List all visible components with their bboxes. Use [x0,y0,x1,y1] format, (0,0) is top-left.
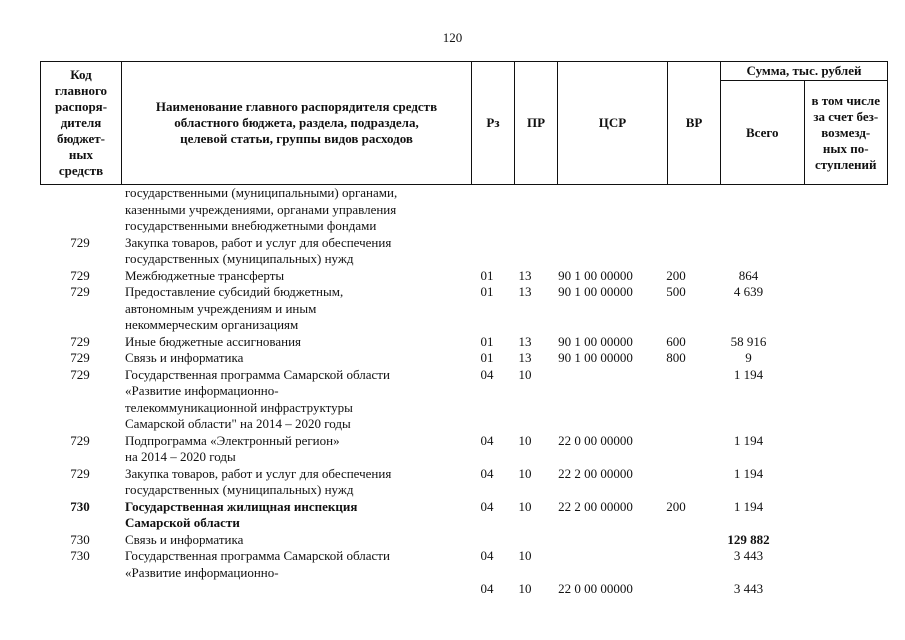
cell-name [125,433,460,466]
cell-name-line: Предоставление субсидий бюджетным, [125,284,344,299]
cell-name-line: Государственная программа Самарской области [125,548,390,563]
cell-code: 730 [70,498,90,514]
cell-pr: 10 [518,465,532,481]
cell-csr: 90 1 00 00000 [558,350,633,365]
header-sum-free: в том числе за счет без- возмезд- ных по- ступлений [804,81,888,185]
cell-rz: 01 [480,333,494,349]
cell-rz: 04 [480,548,494,563]
cell-name-line: Иные бюджетные ассигнования [125,333,302,349]
cell-code: 729 [70,366,90,382]
cell-name-line: телекоммуникационной инфраструктуры [125,399,353,415]
cell-sum: 1 194 [733,366,764,382]
cell-name-line: некоммерческим организациям [125,317,299,332]
cell-rz: 04 [480,498,494,514]
cell-vr: 800 [666,350,686,365]
cell-pr: 10 [518,581,532,596]
cell-name-line: автономным учреждениям и иным [125,300,317,316]
cell-csr: 90 1 00 00000 [558,333,633,349]
cell-name [125,284,460,334]
cell-pr: 13 [518,333,532,349]
header-name: Наименование главного распорядителя средств областного бюджета, раздела, подраздела, целевой статьи, группы видов расходов [122,62,472,185]
table-row [40,185,888,235]
cell-sum: 1 194 [733,465,764,481]
cell-code: 730 [70,548,90,563]
cell-pr: 13 [518,350,532,365]
cell-name-line: Закупка товаров, работ и услуг для обеспечения [125,465,392,481]
cell-sum: 864 [738,267,759,283]
cell-sum: 1 194 [733,498,764,514]
cell-csr: 90 1 00 00000 [558,267,633,283]
cell-vr: 600 [666,333,686,349]
header-code: Код главного распоря- дителя бюджет- ных средств [41,62,122,185]
table-body [40,185,888,596]
table-row [40,548,888,596]
cell-name-line: Закупка товаров, работ и услуг для обеспечения [125,234,392,250]
cell-code: 729 [70,350,90,365]
cell-code: 729 [70,284,90,299]
cell-code: 729 [70,432,90,448]
cell-sum: 3 443 [733,548,764,563]
cell-name [125,548,460,581]
cell-pr: 10 [518,498,532,514]
cell-rz: 01 [480,284,494,299]
cell-code: 729 [70,465,90,481]
cell-code: 729 [70,267,90,283]
cell-name [125,334,460,351]
cell-rz: 01 [480,267,494,283]
cell-pr: 10 [518,366,532,382]
cell-code: 729 [70,234,90,250]
cell-name-line: Связь и информатика [125,350,244,365]
cell-name-line: Подпрограмма «Электронный регион» [125,432,340,448]
header-vr: ВР [668,62,721,185]
header-pr: ПР [515,62,558,185]
cell-name-line: «Развитие информационно- [125,383,279,398]
cell-name-line: «Развитие информационно- [125,564,279,580]
cell-name [125,532,460,549]
cell-name [125,185,460,235]
cell-code: 730 [70,531,90,547]
page-number: 120 [442,30,463,45]
header-sum-title: Сумма, тыс. рублей [721,62,888,81]
cell-vr: 200 [666,498,686,514]
cell-name [125,367,460,433]
cell-name-line: Самарской области" на 2014 – 2020 годы [125,416,351,431]
cell-name [125,350,460,367]
cell-rz: 04 [480,366,494,382]
header-sum-all: Всего [721,81,805,185]
cell-name-line: государственных (муниципальных) нужд [125,482,354,497]
cell-name-line: казенными учреждениями, органами управления [125,201,397,217]
cell-rz: 04 [480,465,494,481]
cell-sum: 129 882 [727,531,770,547]
cell-name [125,466,460,499]
cell-vr: 500 [666,284,686,299]
cell-vr: 200 [666,267,686,283]
cell-code: 729 [70,333,90,349]
cell-sum: 3 443 [733,581,764,596]
header-csr: ЦСР [558,62,668,185]
cell-name [125,499,460,532]
cell-name-line: Самарской области [125,515,240,530]
cell-csr: 90 1 00 00000 [558,284,633,299]
cell-sum: 4 639 [733,284,764,299]
cell-name-line: государственных (муниципальных) нужд [125,251,354,266]
cell-sum: 58 916 [730,333,767,349]
cell-name [125,235,460,268]
header-rz: Рз [472,62,515,185]
cell-pr: 10 [518,548,532,563]
cell-sum: 9 [745,350,752,365]
cell-csr: 22 0 00 00000 [558,432,633,448]
cell-name-line: Связь и информатика [125,531,244,547]
cell-csr: 22 2 00 00000 [558,465,633,481]
cell-csr: 22 2 00 00000 [558,498,633,514]
cell-name-line: государственными (муниципальными) органами, [125,185,398,200]
cell-name-line: на 2014 – 2020 годы [125,449,236,464]
cell-pr: 13 [518,267,532,283]
cell-name-line: Государственная жилищная инспекция [125,498,358,514]
cell-sum: 1 194 [733,432,764,448]
cell-csr: 22 0 00 00000 [558,581,633,596]
cell-rz: 01 [480,350,494,365]
table-header [40,61,888,185]
cell-pr: 13 [518,284,532,299]
cell-rz: 04 [480,581,494,596]
cell-name-line: государственными внебюджетными фондами [125,218,377,233]
cell-name-line: Государственная программа Самарской области [125,366,390,382]
cell-name-line: Межбюджетные трансферты [125,267,285,283]
cell-rz: 04 [480,432,494,448]
cell-name [125,268,460,285]
cell-pr: 10 [518,432,532,448]
